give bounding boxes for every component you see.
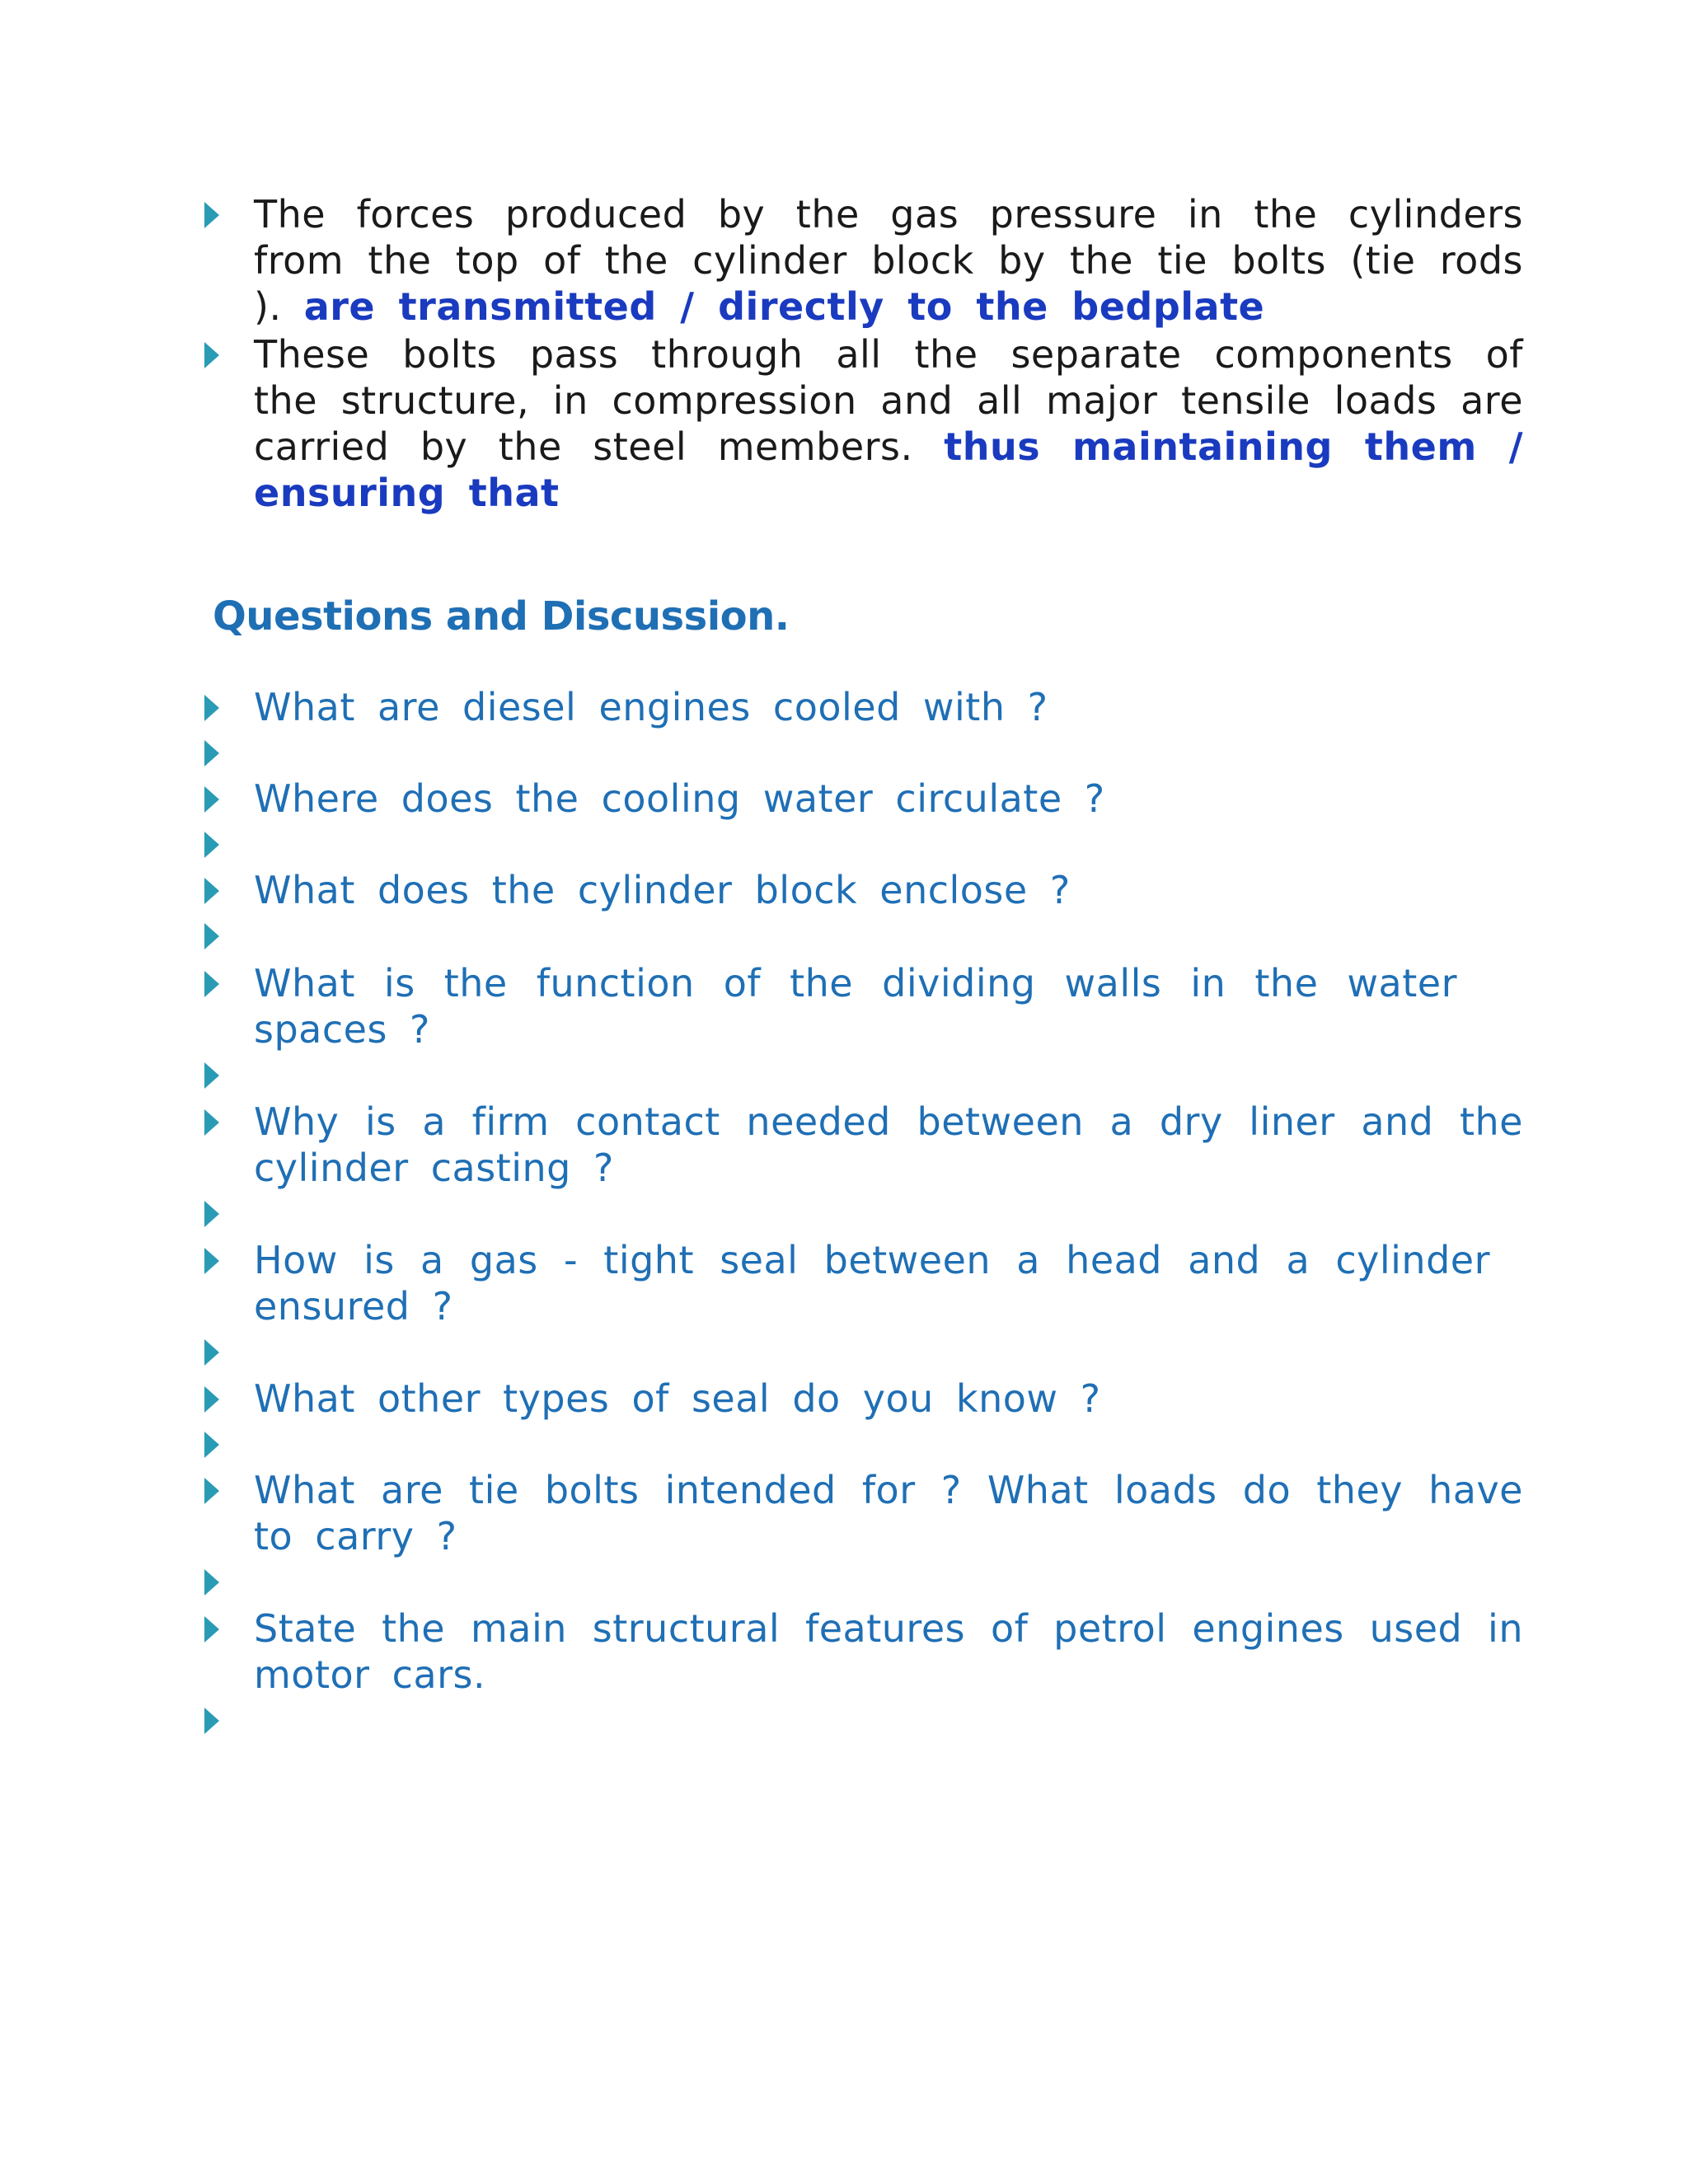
question-7: What other types of seal do you know ? — [254, 1376, 1101, 1421]
intro-paragraph-1 — [254, 191, 1523, 330]
intro-p1-emphasis: are transmitted / directly to the bedplate — [303, 284, 1265, 329]
bullet-arrow-icon — [204, 1478, 219, 1504]
bullet-arrow-icon — [204, 202, 219, 228]
bullet-arrow-icon — [204, 1569, 219, 1596]
bullet-arrow-icon — [204, 740, 219, 766]
bullet-arrow-icon — [204, 971, 219, 997]
bullet-arrow-icon — [204, 1708, 219, 1734]
bullet-arrow-icon — [204, 1062, 219, 1089]
bullet-arrow-icon — [204, 1339, 219, 1366]
bullet-arrow-icon — [204, 786, 219, 813]
question-9: State the main structural features of petrol engines used in motor cars. — [254, 1606, 1523, 1697]
question-5: Why is a firm contact needed between a dry liner and the cylinder casting ? — [254, 1099, 1523, 1190]
bullet-arrow-icon — [204, 832, 219, 858]
intro-paragraph-2 — [254, 331, 1523, 516]
bullet-arrow-icon — [204, 878, 219, 904]
section-title: Questions and Discussion. — [213, 593, 790, 640]
question-6: How is a gas - tight seal between a head and a cylinder ensured ? — [254, 1238, 1490, 1329]
question-2: Where does the cooling water circulate ? — [254, 776, 1105, 821]
bullet-arrow-icon — [204, 1432, 219, 1458]
bullet-arrow-icon — [204, 1616, 219, 1643]
intro-p2-text: These bolts pass through all the separate components of the structure, in compression and all major tensile loads are carried by the steel members. — [254, 332, 1523, 469]
question-1: What are diesel engines cooled with ? — [254, 685, 1048, 729]
bullet-arrow-icon — [204, 1248, 219, 1274]
question-4: What is the function of the dividing walls in the water spaces ? — [254, 961, 1457, 1052]
intro-p2-emphasis: thus maintaining them / ensuring that — [254, 424, 1524, 515]
bullet-arrow-icon — [204, 342, 219, 368]
bullet-arrow-icon — [204, 1386, 219, 1413]
question-8: What are tie bolts intended for ? What loads do they have to carry ? — [254, 1468, 1523, 1558]
bullet-arrow-icon — [204, 695, 219, 721]
bullet-arrow-icon — [204, 1201, 219, 1227]
bullet-arrow-icon — [204, 923, 219, 949]
bullet-arrow-icon — [204, 1109, 219, 1136]
question-3: What does the cylinder block enclose ? — [254, 868, 1071, 912]
intro-p1-text: The forces produced by the gas pressure in the cylinders from the top of the cylinder block by the tie bolts (tie rods ). — [254, 192, 1523, 329]
